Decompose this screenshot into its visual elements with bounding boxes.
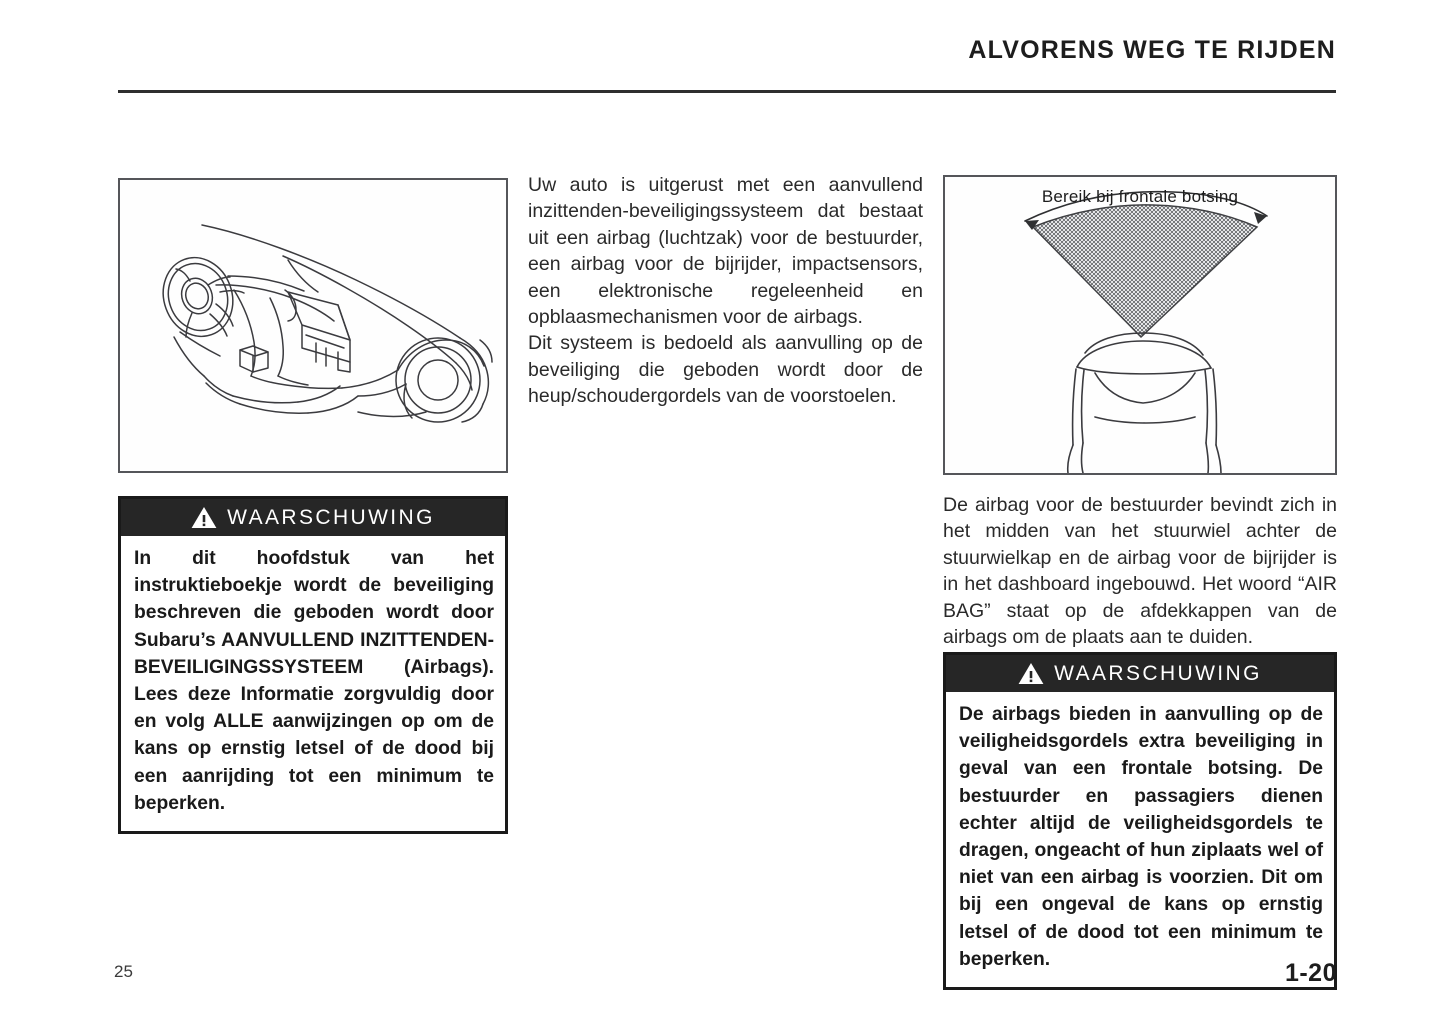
right-column	[943, 175, 1337, 475]
header-rule	[118, 90, 1336, 93]
warning-label-left: WAARSCHUWING	[227, 505, 435, 529]
warning-triangle-icon	[1018, 662, 1044, 685]
right-paragraph-1: De airbag voor de bestuurder bevindt zich in het midden van het stuurwiel achter de stuurwielkap en de airbag voor de bijrijder is in het dashboard ingebouwd. Het woord “AIR BAG” staat op de afdekkappen van de airbags om de plaats aan te duiden.	[943, 494, 1337, 649]
intro-text-block	[528, 172, 923, 410]
middle-column	[528, 172, 923, 410]
folio-page-number-right: 1-20	[1284, 959, 1337, 987]
figure-caption-frontal-range: Bereik bij frontale botsing	[1041, 187, 1239, 206]
warning-label-right: WAARSCHUWING	[1054, 661, 1262, 685]
warning-box-left	[118, 496, 508, 834]
warning-text-right	[946, 692, 1334, 987]
warning-text-left	[121, 536, 505, 831]
warning-box-right	[943, 652, 1337, 990]
intro-paragraph-1: Uw auto is uitgerust met een aanvullend inzittenden-beveiligingssysteem dat bestaat uit een airbag (luchtzak) voor de bestuurder, een airbag voor de bijrijder, impactsensors, een elektronische regeleenheid en opblaasmechanismen voor de airbags.	[528, 174, 923, 329]
dashboard-line-drawing	[120, 180, 506, 471]
right-column-text-block	[943, 492, 1337, 650]
warning-paragraph-left: In dit hoofdstuk van het instruktieboekje wordt de beveiliging beschreven die geboden wordt door Subaru’s AANVULLEND INZITTENDEN-BEVEILIGINGSSYSTEEM (Airbags). Lees deze Informatie zorgvuldig door en volg ALLE aanwijzingen op om de kans op ernstig letsel of de dood bij een aanrijding tot een minimum te beperken.	[134, 548, 494, 814]
warning-triangle-icon	[191, 506, 217, 529]
left-column	[118, 178, 508, 473]
car-dashboard-airbag-illustration	[118, 178, 508, 473]
collision-range-drawing	[945, 177, 1335, 473]
page-header	[118, 38, 1336, 63]
warning-header-left	[121, 499, 505, 536]
warning-header-right	[946, 655, 1334, 692]
folio-page-number-left: 25	[114, 962, 133, 981]
page-title: ALVORENS WEG TE RIJDEN	[968, 36, 1336, 64]
intro-paragraph-2: Dit systeem is bedoeld als aanvulling op de beveiliging die geboden wordt door de heup/schoudergordels van de voorstoelen.	[528, 332, 923, 408]
frontal-collision-range-diagram	[943, 175, 1337, 475]
warning-paragraph-right: De airbags bieden in aanvulling op de veiligheidsgordels extra beveiliging in geval van een frontale botsing. De bestuurder en passagiers dienen echter altijd de veiligheidsgordels te dragen, ongeacht of hun ziplaats wel of niet van een airbag is voorzien. Dit om bij een ongeval de kans op ernstig letsel of de dood tot een minimum te beperken.	[959, 704, 1323, 970]
